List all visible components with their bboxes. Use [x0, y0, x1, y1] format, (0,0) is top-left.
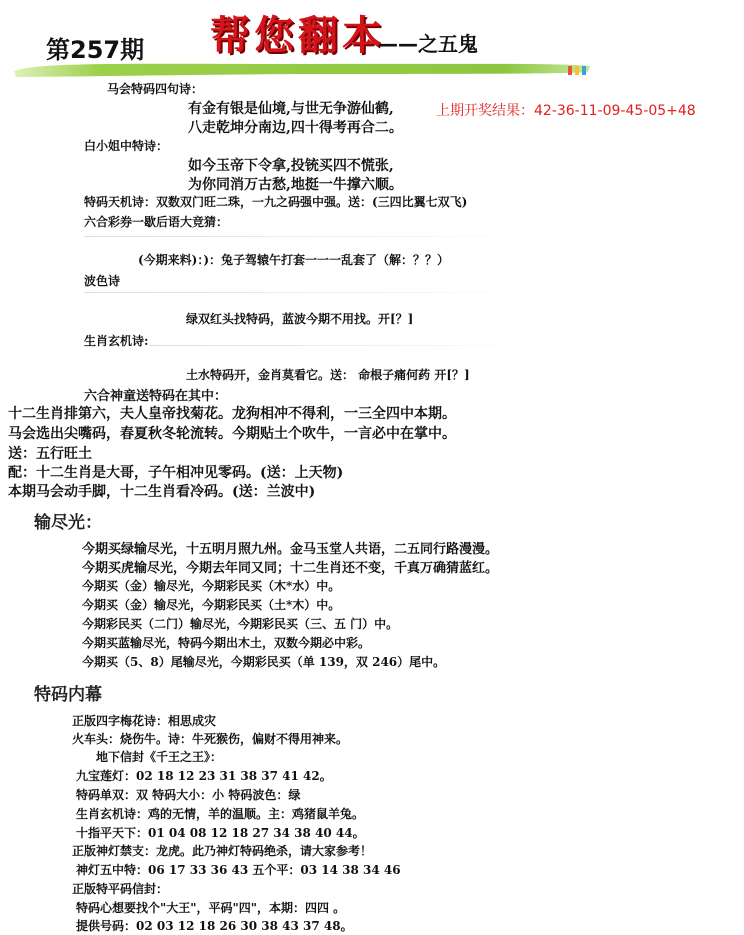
text-line: 生肖玄机诗：鸡的无情，羊的温顺。主：鸡猪鼠羊兔。	[76, 807, 365, 821]
text-line: 波色诗	[84, 274, 121, 288]
text-line: 如今玉帝下令拿,投铳买四不慌张,	[188, 158, 394, 174]
text-line: 今期买（金）输尽光，今期彩民买（木*水）中。	[82, 579, 341, 593]
issue-number: 第257期	[46, 36, 145, 64]
text-line: 生肖玄机诗:	[84, 334, 149, 348]
text-line: 今期彩民买（二门）输尽光，今期彩民买（三、五 门）中。	[82, 617, 399, 631]
text-line: 火车头：烧伤牛。诗：牛死猴伤，偏财不得用神来。	[72, 732, 349, 746]
text-line: 绿双红头找特码，蓝波今期不用找。开[？]	[186, 312, 414, 326]
text-line: 六合神童送特码在其中：	[84, 389, 228, 404]
text-line: 神灯五中特：06 17 33 36 43 五个平：03 14 38 34 46	[76, 863, 401, 877]
divider	[150, 345, 544, 346]
green-brush-banner	[0, 58, 600, 82]
text-line: 有金有银是仙境,与世无争游仙鹤,	[188, 101, 394, 117]
text-line: 特码天机诗：双数双门旺二珠，一九之码强中强。送：(三四比翼七双飞)	[84, 195, 468, 209]
text-line: 今期买绿输尽光，十五明月照九州。金马玉堂人共语，二五同行路漫漫。	[82, 542, 499, 557]
text-line: 特码心想要找个"大王"，平码"四"，本期：四四 。	[76, 901, 346, 915]
brand-subtitle: ——之五鬼	[378, 32, 478, 56]
text-line: 配：十二生肖是大哥，子午相冲见零码。(送：上天物)	[8, 465, 344, 481]
text-line: 正版四字梅花诗：相思成灾	[72, 714, 217, 728]
divider	[84, 236, 544, 237]
text-line: (今期来料)：)：兔子驾辕午打套一一一乱套了（解：？？）	[138, 253, 450, 267]
text-line: 送：五行旺土	[8, 446, 92, 462]
text-line: 今期买虎输尽光，今期去年同又同；十二生肖还不变，千真万确猜蓝红。	[82, 561, 499, 576]
text-line: 提供号码：02 03 12 18 26 30 38 43 37 48。	[76, 919, 353, 933]
text-line: 本期马会动手脚，十二生肖看冷码。(送：兰波中)	[8, 484, 316, 500]
text-line: 为你同消万古愁,地挺一牛撑六顺。	[188, 177, 403, 193]
text-line: 十指平天下：01 04 08 12 18 27 34 38 40 44。	[76, 826, 365, 840]
last-draw-result: 上期开奖结果：42-36-11-09-45-05+48	[436, 103, 696, 119]
text-line: 正版特平码信封：	[72, 882, 169, 896]
text-line: 九宝莲灯：02 18 12 23 31 38 37 41 42。	[76, 769, 332, 783]
text-line: 土水特码开，金肖莫看它。送： 命根子痛何药 开[？]	[186, 368, 470, 382]
text-line: 马会选出尖嘴码，春夏秋冬轮流转。今期贴土个吹牛，一言必中在掌中。	[8, 426, 456, 442]
text-line: 今期买蓝输尽光，特码今期出木土，双数今期必中彩。	[82, 636, 371, 650]
text-line: 八走乾坤分南边,四十得考再合二。	[188, 120, 403, 136]
text-line: 正版神灯禁支：龙虎。此乃神灯特码绝杀，请大家参考！	[72, 844, 373, 858]
text-line: 十二生肖排第六，夫人皇帝找菊花。龙狗相冲不得利，一三全四中本期。	[8, 406, 456, 422]
text-line: 今期买（5、8）尾输尽光，今期彩民买（单 139，双 246）尾中。	[82, 655, 446, 669]
text-line: 白小姐中特诗：	[84, 139, 169, 153]
brand-title: 帮您翻本	[210, 12, 386, 59]
section-title-inside: 特码内幕	[34, 685, 102, 705]
divider	[84, 292, 544, 293]
text-line: 地下信封《千王之王》：	[96, 750, 223, 764]
text-line: 六合彩券一歇后语大竞猜：	[84, 215, 229, 229]
section-title-lose: 输尽光：	[34, 513, 102, 533]
text-line: 特码单双：双 特码大小：小 特码波色：绿	[76, 788, 301, 802]
text-line: 今期买（金）输尽光，今期彩民买（土*木）中。	[82, 598, 341, 612]
text-line: 马会特码四句诗：	[107, 82, 204, 96]
